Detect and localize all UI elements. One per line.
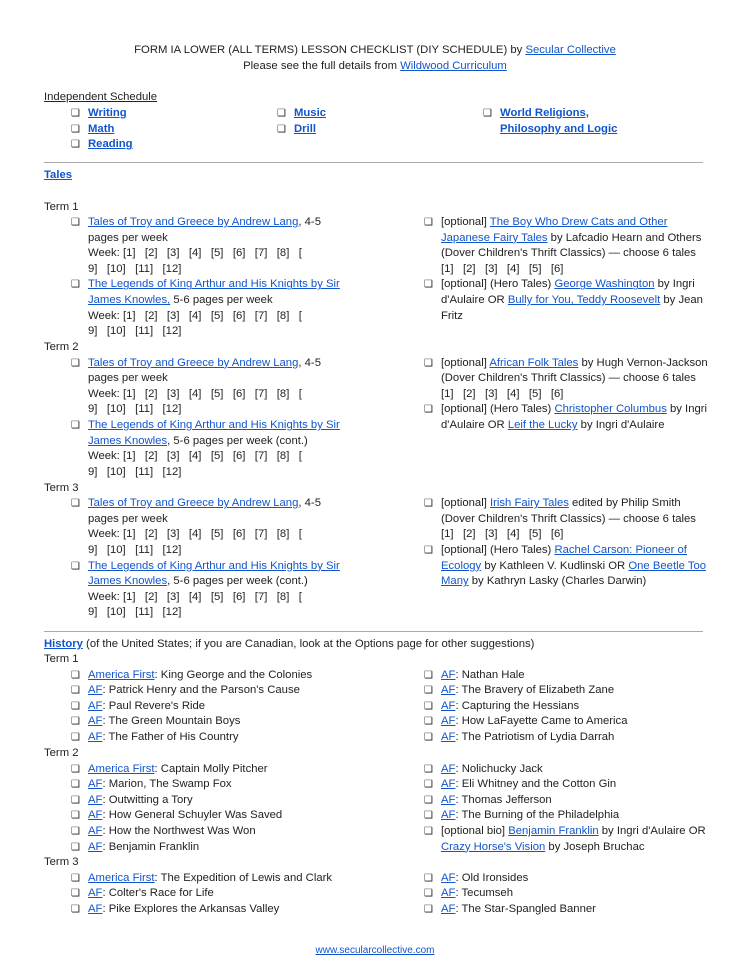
book-link[interactable]: The Boy Who Drew Cats and Other Japanese Fairy Tales — [441, 216, 668, 244]
independent-col-1 — [71, 106, 258, 153]
checklist-item — [71, 824, 388, 840]
week-tracker[interactable]: 9] [10] [11] [12] — [88, 606, 182, 619]
right-column — [424, 356, 711, 434]
item-text-segment: , 4-5 pages per week — [88, 497, 321, 525]
item-text — [88, 559, 353, 590]
book-link[interactable]: AF — [441, 793, 456, 806]
left-column — [71, 762, 388, 856]
checklist-item — [71, 793, 388, 809]
item-text — [88, 762, 388, 778]
checkbox-icon[interactable]: ❑ — [277, 123, 286, 135]
subject-link[interactable]: Philosophy and Logic — [500, 122, 618, 135]
independent-item — [71, 106, 258, 122]
checkbox-icon[interactable]: ❑ — [424, 357, 433, 369]
item-text-segment: : The Expedition of Lewis and Clark — [154, 871, 333, 884]
title-text: FORM IA LOWER (ALL TERMS) LESSON CHECKLIST (DIY SCHEDULE) by — [134, 44, 526, 56]
term-label: Term 3 — [44, 481, 79, 494]
checkbox-icon[interactable]: ❑ — [71, 825, 80, 837]
item-text — [88, 356, 353, 387]
item-text — [441, 668, 711, 684]
item-text-segment: : The Patriotism of Lydia Darrah — [455, 730, 615, 743]
checklist-item — [424, 793, 711, 809]
item-text — [88, 699, 388, 715]
book-link[interactable]: Tales of Troy and Greece by Andrew Lang — [88, 356, 299, 369]
book-link[interactable]: George Washington — [554, 278, 655, 291]
subject-link[interactable]: World Religions, — [500, 107, 589, 119]
item-text-segment: [optional] (Hero Tales) — [441, 544, 555, 557]
book-link[interactable]: AF — [88, 684, 103, 697]
book-link[interactable]: AF — [441, 684, 456, 697]
checklist-item — [71, 699, 388, 715]
right-column — [424, 762, 711, 856]
checklist-item — [71, 808, 388, 824]
term-label: Term 1 — [44, 653, 79, 665]
term-label: Term 3 — [44, 856, 79, 868]
book-link[interactable]: America First — [88, 668, 155, 681]
book-link[interactable]: AF — [88, 699, 103, 712]
item-text-segment: : Tecumseh — [455, 887, 513, 900]
item-text — [88, 777, 388, 793]
item-text — [441, 824, 711, 855]
right-column — [424, 215, 711, 324]
item-text — [88, 714, 388, 730]
independent-item — [71, 137, 258, 153]
item-text-segment: : King George and the Colonies — [154, 668, 313, 681]
checkbox-icon[interactable]: ❑ — [71, 217, 80, 229]
checkbox-icon[interactable]: ❑ — [71, 841, 80, 853]
item-text — [441, 886, 711, 902]
week-tracker[interactable]: Week: [1] [2] [3] [4] [5] [6] [7] [8] [ — [88, 387, 302, 400]
week-tracker[interactable]: Week: [1] [2] [3] [4] [5] [6] [7] [8] [ — [88, 590, 302, 603]
checklist-item — [424, 496, 711, 543]
item-text-segment: : Eli Whitney and the Cotton Gin — [455, 778, 617, 791]
book-link[interactable]: AF — [88, 887, 103, 900]
item-text — [441, 902, 711, 918]
secular-collective-link[interactable]: Secular Collective — [525, 44, 616, 56]
checkbox-icon[interactable]: ❑ — [71, 794, 80, 806]
checklist-item — [424, 215, 711, 277]
book-link[interactable]: AF — [88, 902, 103, 915]
checklist-item — [71, 730, 388, 746]
book-link[interactable]: AF — [88, 793, 103, 806]
checklist-item — [424, 902, 711, 918]
left-column — [71, 215, 353, 340]
item-text-segment: [optional] — [441, 497, 490, 510]
item-text-segment: : How General Schuyler Was Saved — [102, 809, 283, 822]
book-link[interactable]: America First — [88, 762, 155, 775]
item-text — [88, 871, 388, 887]
checkbox-icon[interactable]: ❑ — [424, 810, 433, 822]
item-text-segment: , 5-6 pages per week (cont.) — [167, 575, 308, 588]
book-link[interactable]: AF — [88, 809, 103, 822]
item-text-segment: [optional] (Hero Tales) — [441, 403, 555, 416]
item-text-segment: : Patrick Henry and the Parson's Cause — [102, 684, 300, 697]
item-text-segment: : The Bravery of Elizabeth Zane — [455, 684, 615, 697]
checklist-item — [424, 668, 711, 684]
week-tracker[interactable]: 9] [10] [11] [12] — [88, 262, 182, 275]
item-text — [88, 902, 388, 918]
book-link[interactable]: Bully for You, Teddy Roosevelt — [507, 294, 661, 307]
item-text — [441, 215, 711, 262]
item-text-segment: by Ingri d'Aulaire OR — [598, 824, 706, 837]
subject-link[interactable]: Music — [294, 107, 327, 119]
independent-col-2 — [277, 106, 464, 137]
item-text-segment: : Benjamin Franklin — [102, 840, 200, 853]
item-text — [88, 840, 388, 856]
item-text-segment: : Nolichucky Jack — [455, 762, 543, 775]
checkbox-icon[interactable]: ❑ — [424, 404, 433, 416]
book-link[interactable]: AF — [441, 809, 456, 822]
checklist-item — [424, 871, 711, 887]
checkbox-icon[interactable]: ❑ — [424, 217, 433, 229]
book-link[interactable]: Crazy Horse's Vision — [441, 840, 546, 853]
document-title — [0, 43, 750, 59]
checklist-item — [71, 496, 353, 558]
subject-link[interactable]: Reading — [88, 138, 133, 151]
independent-col-3 — [483, 106, 670, 137]
checklist-item — [71, 777, 388, 793]
checklist-item — [71, 559, 353, 621]
item-text — [88, 824, 388, 840]
item-text-segment: : The Burning of the Philadelphia — [455, 809, 620, 822]
checkbox-icon[interactable]: ❑ — [424, 779, 433, 791]
book-link[interactable]: AF — [441, 871, 456, 884]
checkbox-icon[interactable]: ❑ — [71, 669, 80, 681]
item-text-segment: : How the Northwest Was Won — [102, 824, 256, 837]
item-text-segment: by Joseph Bruchac — [545, 840, 645, 853]
item-text-segment: : The Green Mountain Boys — [102, 715, 241, 728]
item-text — [441, 777, 711, 793]
checkbox-icon[interactable]: ❑ — [424, 685, 433, 697]
checklist-item — [71, 902, 388, 918]
checkbox-icon[interactable]: ❑ — [71, 779, 80, 791]
wildwood-curriculum-link[interactable]: Wildwood Curriculum — [400, 60, 507, 72]
item-text — [88, 496, 353, 527]
independent-item — [483, 106, 670, 122]
checkbox-icon[interactable]: ❑ — [71, 420, 80, 432]
checklist-item — [424, 714, 711, 730]
tales-heading-link[interactable]: Tales — [44, 169, 73, 181]
left-column — [71, 668, 388, 746]
book-link[interactable]: AF — [88, 824, 103, 837]
item-text — [441, 496, 711, 527]
book-link[interactable]: The Legends of King Arthur and His Knights by Sir James Knowles — [88, 419, 340, 447]
checkbox-icon[interactable]: ❑ — [424, 669, 433, 681]
checkbox-icon[interactable]: ❑ — [71, 123, 80, 135]
divider — [44, 631, 703, 632]
checkbox-icon[interactable]: ❑ — [424, 888, 433, 900]
independent-item — [277, 122, 464, 138]
week-tracker[interactable]: 9] [10] [11] [12] — [88, 325, 182, 338]
book-link[interactable]: AF — [441, 699, 456, 712]
checklist-item — [71, 668, 388, 684]
subject-link[interactable]: Writing — [88, 107, 127, 119]
item-text-segment: by Kathryn Lasky (Charles Darwin) — [468, 575, 647, 588]
checkbox-icon[interactable]: ❑ — [424, 903, 433, 915]
checklist-item — [71, 840, 388, 856]
checklist-item — [71, 886, 388, 902]
item-text-segment: by Ingri d'Aulaire OR — [441, 278, 695, 307]
item-text — [88, 730, 388, 746]
checkbox-icon[interactable]: ❑ — [71, 716, 80, 728]
document-subtitle — [0, 59, 750, 75]
footer-link[interactable]: www.secularcollective.com — [315, 945, 435, 956]
checkbox-icon[interactable]: ❑ — [71, 279, 80, 291]
week-tracker[interactable]: Week: [1] [2] [3] [4] [5] [6] [7] [8] [ — [88, 528, 302, 541]
item-text — [441, 762, 711, 778]
checklist-item — [71, 714, 388, 730]
checklist-item — [71, 277, 353, 339]
item-text-segment: : Outwitting a Tory — [102, 793, 193, 806]
item-text-segment: : Capturing the Hessians — [455, 699, 580, 712]
item-text — [88, 793, 388, 809]
item-text-segment: : Nathan Hale — [455, 668, 525, 681]
checkbox-icon[interactable]: ❑ — [71, 810, 80, 822]
subject-link[interactable]: Drill — [294, 122, 316, 135]
checklist-item — [424, 886, 711, 902]
item-text-segment: , 4-5 pages per week — [88, 216, 321, 244]
week-tracker[interactable]: Week: [1] [2] [3] [4] [5] [6] [7] [8] [ — [88, 309, 302, 322]
book-link[interactable]: One Beetle Too Many — [441, 559, 707, 588]
item-text — [441, 277, 711, 324]
item-text-segment: : The Father of His Country — [102, 730, 239, 743]
term-label: Term 1 — [44, 200, 79, 213]
checklist-item — [71, 215, 353, 277]
book-link[interactable]: The Legends of King Arthur and His Knights by Sir James Knowles, — [88, 278, 340, 307]
item-text — [441, 402, 711, 433]
book-link[interactable]: AF — [441, 762, 456, 775]
independent-item — [277, 106, 464, 122]
week-tracker[interactable]: 9] [10] [11] [12] — [88, 465, 182, 478]
item-text-segment: : Pike Explores the Arkansas Valley — [102, 902, 280, 915]
item-text — [441, 871, 711, 887]
item-text — [441, 356, 711, 387]
item-text — [88, 668, 388, 684]
item-text-segment: by Jean Fritz — [441, 294, 703, 322]
checklist-item — [71, 683, 388, 699]
item-text-segment: : Colter's Race for Life — [102, 887, 214, 900]
checklist-item — [71, 356, 353, 418]
item-text — [88, 277, 353, 308]
checkbox-icon[interactable]: ❑ — [71, 560, 80, 572]
book-link[interactable]: AF — [441, 668, 456, 681]
checklist-item — [71, 871, 388, 887]
book-link[interactable]: AF — [88, 778, 103, 791]
checkbox-icon[interactable]: ❑ — [424, 794, 433, 806]
checkbox-icon[interactable]: ❑ — [424, 498, 433, 510]
checklist-item — [424, 762, 711, 778]
checkbox-icon[interactable]: ❑ — [71, 700, 80, 712]
item-text-segment: : Paul Revere's Ride — [102, 699, 206, 712]
item-text-segment: by Kathleen V. Kudlinski OR — [481, 559, 629, 572]
item-text — [441, 683, 711, 699]
item-text-segment: [optional bio] — [441, 824, 509, 837]
book-link[interactable]: Christopher Columbus — [554, 403, 667, 416]
checkbox-icon[interactable]: ❑ — [71, 888, 80, 900]
history-heading-link[interactable]: History — [44, 638, 83, 650]
item-text-segment: : Thomas Jefferson — [455, 793, 552, 806]
checkbox-icon[interactable]: ❑ — [277, 108, 286, 119]
week-tracker[interactable]: 9] [10] [11] [12] — [88, 403, 182, 416]
week-tracker[interactable]: Week: [1] [2] [3] [4] [5] [6] [7] [8] [ — [88, 450, 302, 463]
checklist-item — [424, 543, 711, 590]
checkbox-icon[interactable]: ❑ — [71, 872, 80, 884]
checkbox-icon[interactable]: ❑ — [424, 716, 433, 728]
independent-schedule-heading: Independent Schedule — [44, 91, 158, 103]
item-text-segment: 5-6 pages per week — [170, 294, 273, 307]
checkbox-icon[interactable]: ❑ — [424, 731, 433, 743]
checkbox-icon[interactable]: ❑ — [424, 279, 433, 291]
book-link[interactable]: AF — [441, 778, 456, 791]
book-link[interactable]: AF — [88, 840, 103, 853]
checkbox-icon[interactable]: ❑ — [71, 498, 80, 510]
right-column — [424, 871, 711, 918]
week-tracker[interactable]: [1] [2] [3] [4] [5] [6] — [441, 262, 564, 275]
book-link[interactable]: AF — [88, 730, 103, 743]
week-tracker[interactable]: [1] [2] [3] [4] [5] [6] — [441, 528, 564, 541]
checkbox-icon[interactable]: ❑ — [71, 763, 80, 775]
item-text — [88, 215, 353, 246]
divider — [44, 162, 703, 163]
independent-item — [500, 122, 670, 138]
book-link[interactable]: The Legends of King Arthur and His Knights by Sir James Knowles — [88, 559, 340, 588]
item-text — [441, 543, 711, 590]
item-text — [441, 793, 711, 809]
item-text — [88, 683, 388, 699]
checklist-item — [424, 824, 711, 855]
book-link[interactable]: AF — [441, 715, 456, 728]
checkbox-icon[interactable]: ❑ — [424, 700, 433, 712]
checkbox-icon[interactable]: ❑ — [71, 139, 80, 151]
independent-item — [71, 122, 258, 138]
book-link[interactable]: AF — [441, 730, 456, 743]
checklist-item — [424, 356, 711, 403]
item-text — [441, 699, 711, 715]
item-text-segment: [optional] — [441, 216, 490, 229]
item-text — [88, 418, 353, 449]
item-text-segment: edited by Philip Smith (Dover Children's Thrift Classics) — choose 6 tales — [441, 497, 696, 525]
checkbox-icon[interactable]: ❑ — [71, 903, 80, 915]
item-text-segment: by Ingri d'Aulaire — [577, 419, 665, 432]
checkbox-icon[interactable]: ❑ — [424, 545, 433, 557]
left-column — [71, 871, 388, 918]
checkbox-icon[interactable]: ❑ — [71, 357, 80, 369]
history-heading — [44, 637, 534, 653]
checklist-item — [424, 402, 711, 433]
book-link[interactable]: AF — [441, 887, 456, 900]
checklist-item — [424, 683, 711, 699]
subtitle-text: Please see the full details from — [243, 60, 401, 72]
history-subheading: (of the United States; if you are Canadian, look at the Options page for other suggestions) — [82, 638, 535, 650]
checkbox-icon[interactable]: ❑ — [71, 108, 80, 119]
item-text-segment: by Lafcadio Hearn and Others (Dover Children's Thrift Classics) — choose 6 tales — [441, 231, 702, 260]
item-text-segment: : Captain Molly Pitcher — [154, 762, 268, 775]
book-link[interactable]: AF — [88, 715, 103, 728]
item-text-segment: : Marion, The Swamp Fox — [102, 778, 232, 791]
item-text — [88, 886, 388, 902]
term-label: Term 2 — [44, 747, 79, 759]
book-link[interactable]: African Folk Tales — [489, 356, 579, 369]
item-text-segment: , 5-6 pages per week (cont.) — [167, 434, 308, 447]
checklist-item — [424, 808, 711, 824]
checkbox-icon[interactable]: ❑ — [483, 108, 492, 119]
left-column — [71, 356, 353, 481]
term-label: Term 2 — [44, 341, 79, 354]
checkbox-icon[interactable]: ❑ — [71, 731, 80, 743]
item-text — [441, 714, 711, 730]
item-text — [88, 808, 388, 824]
checklist-item — [71, 762, 388, 778]
book-link[interactable]: Tales of Troy and Greece by Andrew Lang — [88, 216, 299, 229]
book-link[interactable]: AF — [441, 902, 456, 915]
item-text-segment: by Ingri d'Aulaire OR — [441, 403, 708, 432]
item-text-segment: by Hugh Vernon-Jackson (Dover Children's Thrift Classics) — choose 6 tales — [441, 356, 708, 385]
book-link[interactable]: America First — [88, 871, 155, 884]
week-tracker[interactable]: 9] [10] [11] [12] — [88, 544, 182, 557]
checkbox-icon[interactable]: ❑ — [424, 872, 433, 884]
checkbox-icon[interactable]: ❑ — [424, 825, 433, 837]
book-link[interactable]: Rachel Carson: Pioneer of Ecology — [441, 544, 687, 572]
book-link[interactable]: Leif the Lucky — [507, 419, 578, 432]
book-link[interactable]: Irish Fairy Tales — [490, 497, 569, 510]
checklist-item — [424, 277, 711, 324]
checklist-item — [424, 730, 711, 746]
week-tracker[interactable]: [1] [2] [3] [4] [5] [6] — [441, 387, 564, 400]
right-column — [424, 668, 711, 746]
checkbox-icon[interactable]: ❑ — [424, 763, 433, 775]
item-text — [441, 730, 711, 746]
checklist-item — [71, 418, 353, 480]
item-text-segment: [optional] (Hero Tales) — [441, 278, 555, 291]
right-column — [424, 496, 711, 590]
item-text-segment: , 4-5 pages per week — [88, 356, 321, 385]
item-text-segment: : Old Ironsides — [455, 871, 529, 884]
left-column — [71, 496, 353, 621]
item-text-segment: : The Star-Spangled Banner — [455, 902, 596, 915]
item-text-segment: : How LaFayette Came to America — [455, 715, 628, 728]
checklist-item — [424, 777, 711, 793]
item-text-segment: [optional] — [441, 356, 490, 369]
item-text — [441, 808, 711, 824]
book-link[interactable]: Benjamin Franklin — [508, 824, 599, 837]
checklist-item — [424, 699, 711, 715]
book-link[interactable]: Tales of Troy and Greece by Andrew Lang — [88, 497, 299, 510]
checkbox-icon[interactable]: ❑ — [71, 685, 80, 697]
week-tracker[interactable]: Week: [1] [2] [3] [4] [5] [6] [7] [8] [ — [88, 247, 302, 260]
subject-link[interactable]: Math — [88, 122, 115, 135]
